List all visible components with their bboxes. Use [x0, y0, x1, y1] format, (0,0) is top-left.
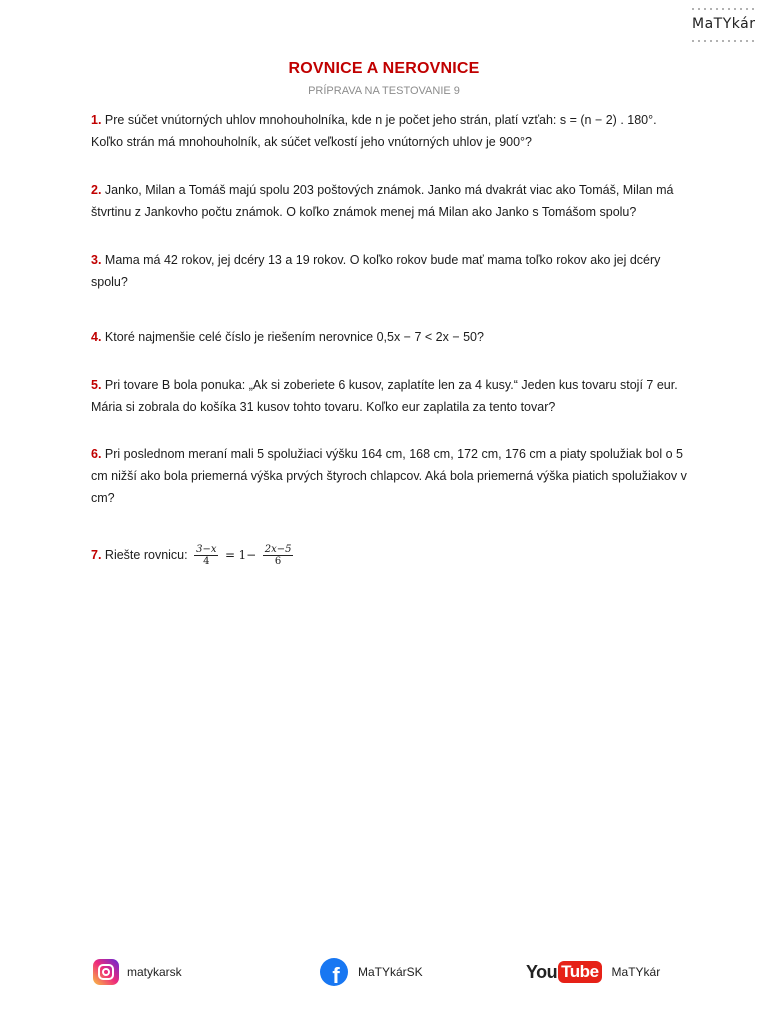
- facebook-glyph: f: [332, 963, 340, 986]
- problem-text: Riešte rovnicu:: [104, 548, 188, 562]
- facebook-handle: MaTYkárSK: [358, 965, 423, 979]
- equals-sign: =: [224, 548, 236, 562]
- facebook-icon: [320, 958, 348, 986]
- problem-text: Mama má 42 rokov, jej dcéry 13 a 19 rokov. O koľko rokov bude mať mama toľko rokov ako jej dcéry spolu?: [91, 253, 661, 289]
- brand-logo: [690, 8, 756, 44]
- youtube-icon: [526, 961, 602, 983]
- footer-instagram[interactable]: [93, 957, 182, 987]
- fraction-numerator: 2x−5: [264, 544, 292, 556]
- problem-text: Pri tovare B bola ponuka: „Ak si zoberiete 6 kusov, zaplatíte len za 4 kusy.“ Jeden kus tovaru stojí 7 eur. Mária si zobrala do košíka 31 kusov tohto tovaru. Koľko eur zaplatila za tento tovar?: [91, 378, 678, 414]
- youtube-logo-tube: Tube: [558, 961, 601, 983]
- problem-number: 4.: [91, 330, 102, 344]
- problem-number: 1.: [91, 113, 102, 127]
- fraction-denominator: 6: [274, 556, 282, 568]
- logo-dotted-line-top: [690, 8, 756, 10]
- logo-text: MaTYkár: [692, 16, 756, 32]
- problem-text: Pre súčet vnútorných uhlov mnohouholníka, kde n je počet jeho strán, platí vzťah: s = (n − 2) . 180°. Koľko strán má mnohouholník, ak súčet veľkostí jeho vnútorných uhlov je 900°?: [91, 113, 657, 149]
- problem-text: Pri poslednom meraní mali 5 spolužiaci výšku 164 cm, 168 cm, 172 cm, 176 cm a piaty spolužiak bol o 5 cm nižší ako bola priemerná výška prvých štyroch chlapcov. Aká bola priemerná výška piatich spolužiakov v cm?: [91, 447, 687, 505]
- problem-text: Ktoré najmenšie celé číslo je riešením nerovnice 0,5x − 7 < 2x − 50?: [104, 330, 484, 344]
- problem-5: [91, 374, 691, 418]
- fraction-numerator: 3−x: [196, 544, 217, 556]
- problem-4: [91, 326, 691, 348]
- page-title: ROVNICE A NEROVNICE: [288, 60, 480, 77]
- problem-number: 5.: [91, 378, 102, 392]
- problem-number: 2.: [91, 183, 102, 197]
- instagram-handle: matykarsk: [127, 965, 182, 979]
- problem-text: Janko, Milan a Tomáš majú spolu 203 poštových známok. Janko má dvakrát viac ako Tomáš, Milan má štvrtinu z Jankovho počtu známok. O koľko známok menej má Milan ako Janko s Tomášom spolu?: [91, 183, 674, 219]
- page-subtitle: PRÍPRAVA NA TESTOVANIE 9: [308, 85, 460, 97]
- problem-7: [91, 544, 691, 567]
- problem-3: [91, 249, 691, 293]
- instagram-icon: [93, 959, 119, 985]
- rhs-prefix: 1−: [238, 548, 257, 562]
- fraction-rhs: [263, 544, 294, 567]
- footer-facebook[interactable]: [320, 957, 423, 987]
- problem-1: [91, 109, 691, 153]
- youtube-handle: MaTYkár: [611, 965, 661, 979]
- problem-number: 7.: [91, 548, 102, 562]
- problem-number: 3.: [91, 253, 102, 267]
- fraction-lhs: [194, 544, 218, 567]
- fraction-denominator: 4: [203, 556, 210, 568]
- problem-6: [91, 443, 691, 509]
- logo-dotted-line-bottom: [690, 40, 756, 42]
- footer-youtube[interactable]: [526, 957, 660, 987]
- problem-number: 6.: [91, 447, 102, 461]
- problem-2: [91, 179, 691, 223]
- youtube-logo-you: You: [526, 961, 558, 982]
